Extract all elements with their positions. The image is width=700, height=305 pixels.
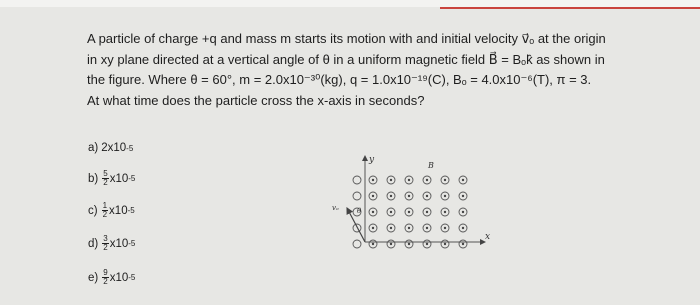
option-letter: b) — [88, 172, 99, 185]
field-dot-center — [462, 179, 464, 181]
option-fraction — [102, 269, 108, 286]
field-dot-center — [372, 243, 374, 245]
fraction-denominator: 2 — [103, 178, 108, 187]
field-dot-center — [444, 179, 446, 181]
option-base: x10 — [109, 172, 129, 185]
field-dot-center — [390, 195, 392, 197]
option-exponent: -5 — [128, 239, 136, 248]
field-dot-center — [462, 195, 464, 197]
fraction-denominator: 2 — [103, 243, 108, 252]
velocity-label: vₒ — [332, 204, 339, 212]
field-dot-center — [444, 227, 446, 229]
field-dot — [353, 240, 361, 248]
velocity-vector — [347, 208, 365, 242]
option-d[interactable] — [88, 235, 135, 252]
accent-line — [440, 7, 700, 9]
angle-label: θ — [357, 207, 362, 215]
field-dot-center — [372, 179, 374, 181]
question-text — [87, 29, 687, 111]
field-dot-center — [408, 179, 410, 181]
option-exponent: -5 — [127, 206, 135, 215]
field-dot-center — [408, 243, 410, 245]
option-base: 2x10 — [101, 142, 127, 154]
fraction-numerator: 1 — [102, 201, 108, 210]
magnetic-field-figure — [325, 150, 500, 255]
field-dot-center — [426, 243, 428, 245]
field-dot — [353, 176, 361, 184]
field-dot-center — [426, 227, 428, 229]
fraction-denominator: 2 — [102, 210, 108, 219]
field-dots — [353, 176, 467, 248]
field-dot-center — [426, 211, 428, 213]
field-dot-center — [408, 195, 410, 197]
field-dot-center — [462, 211, 464, 213]
y-axis-label: y — [369, 155, 375, 165]
field-dot-center — [390, 227, 392, 229]
top-border — [0, 0, 700, 7]
option-e[interactable] — [88, 269, 135, 286]
option-fraction — [102, 170, 108, 187]
field-label: B — [428, 161, 434, 170]
field-dot-center — [444, 211, 446, 213]
option-base: x10 — [109, 271, 129, 284]
field-dot-center — [372, 227, 374, 229]
field-dot — [353, 192, 361, 200]
question-line: A particle of charge +q and mass m starts its motion with and initial velocity v⃗ₒ at the origin — [87, 31, 606, 46]
fraction-numerator: 9 — [103, 268, 108, 277]
question-line: the figure. Where θ = 60°, m = 2.0x10⁻³⁰(kg), q = 1.0x10⁻¹⁹(C), Bₒ = 4.0x10⁻⁶(T), π = 3. — [87, 72, 592, 87]
option-letter: d) — [88, 237, 99, 250]
option-base: x10 — [109, 204, 128, 217]
fraction-denominator: 2 — [103, 277, 108, 286]
field-dot-center — [408, 211, 410, 213]
option-exponent: -5 — [128, 273, 136, 282]
option-fraction — [102, 202, 108, 219]
option-fraction — [102, 235, 108, 252]
option-letter: c) — [88, 204, 98, 217]
field-dot-center — [390, 243, 392, 245]
field-dot-center — [426, 179, 428, 181]
fraction-numerator: 5 — [103, 169, 108, 178]
field-dot-center — [372, 211, 374, 213]
question-line: At what time does the particle cross the x-axis in seconds? — [87, 92, 425, 108]
option-exponent: -5 — [126, 143, 134, 153]
question-line: in xy plane directed at a vertical angle of θ in a uniform magnetic field B⃗ = Bₒk̂ as shown in — [87, 51, 605, 67]
x-axis-label: x — [485, 232, 491, 242]
field-dot-center — [444, 243, 446, 245]
option-b[interactable] — [88, 170, 135, 187]
option-c[interactable] — [88, 202, 135, 219]
fraction-numerator: 3 — [103, 234, 108, 243]
option-letter: a) — [88, 142, 99, 154]
field-dot-center — [372, 195, 374, 197]
field-dot-center — [462, 243, 464, 245]
field-dot-center — [390, 211, 392, 213]
field-dot-center — [426, 195, 428, 197]
field-dot-center — [408, 227, 410, 229]
field-dot-center — [444, 195, 446, 197]
option-a[interactable] — [88, 142, 133, 154]
option-exponent: -5 — [128, 174, 136, 183]
field-dot-center — [390, 179, 392, 181]
option-base: x10 — [109, 237, 129, 250]
option-letter: e) — [88, 271, 99, 284]
field-dot-center — [462, 227, 464, 229]
